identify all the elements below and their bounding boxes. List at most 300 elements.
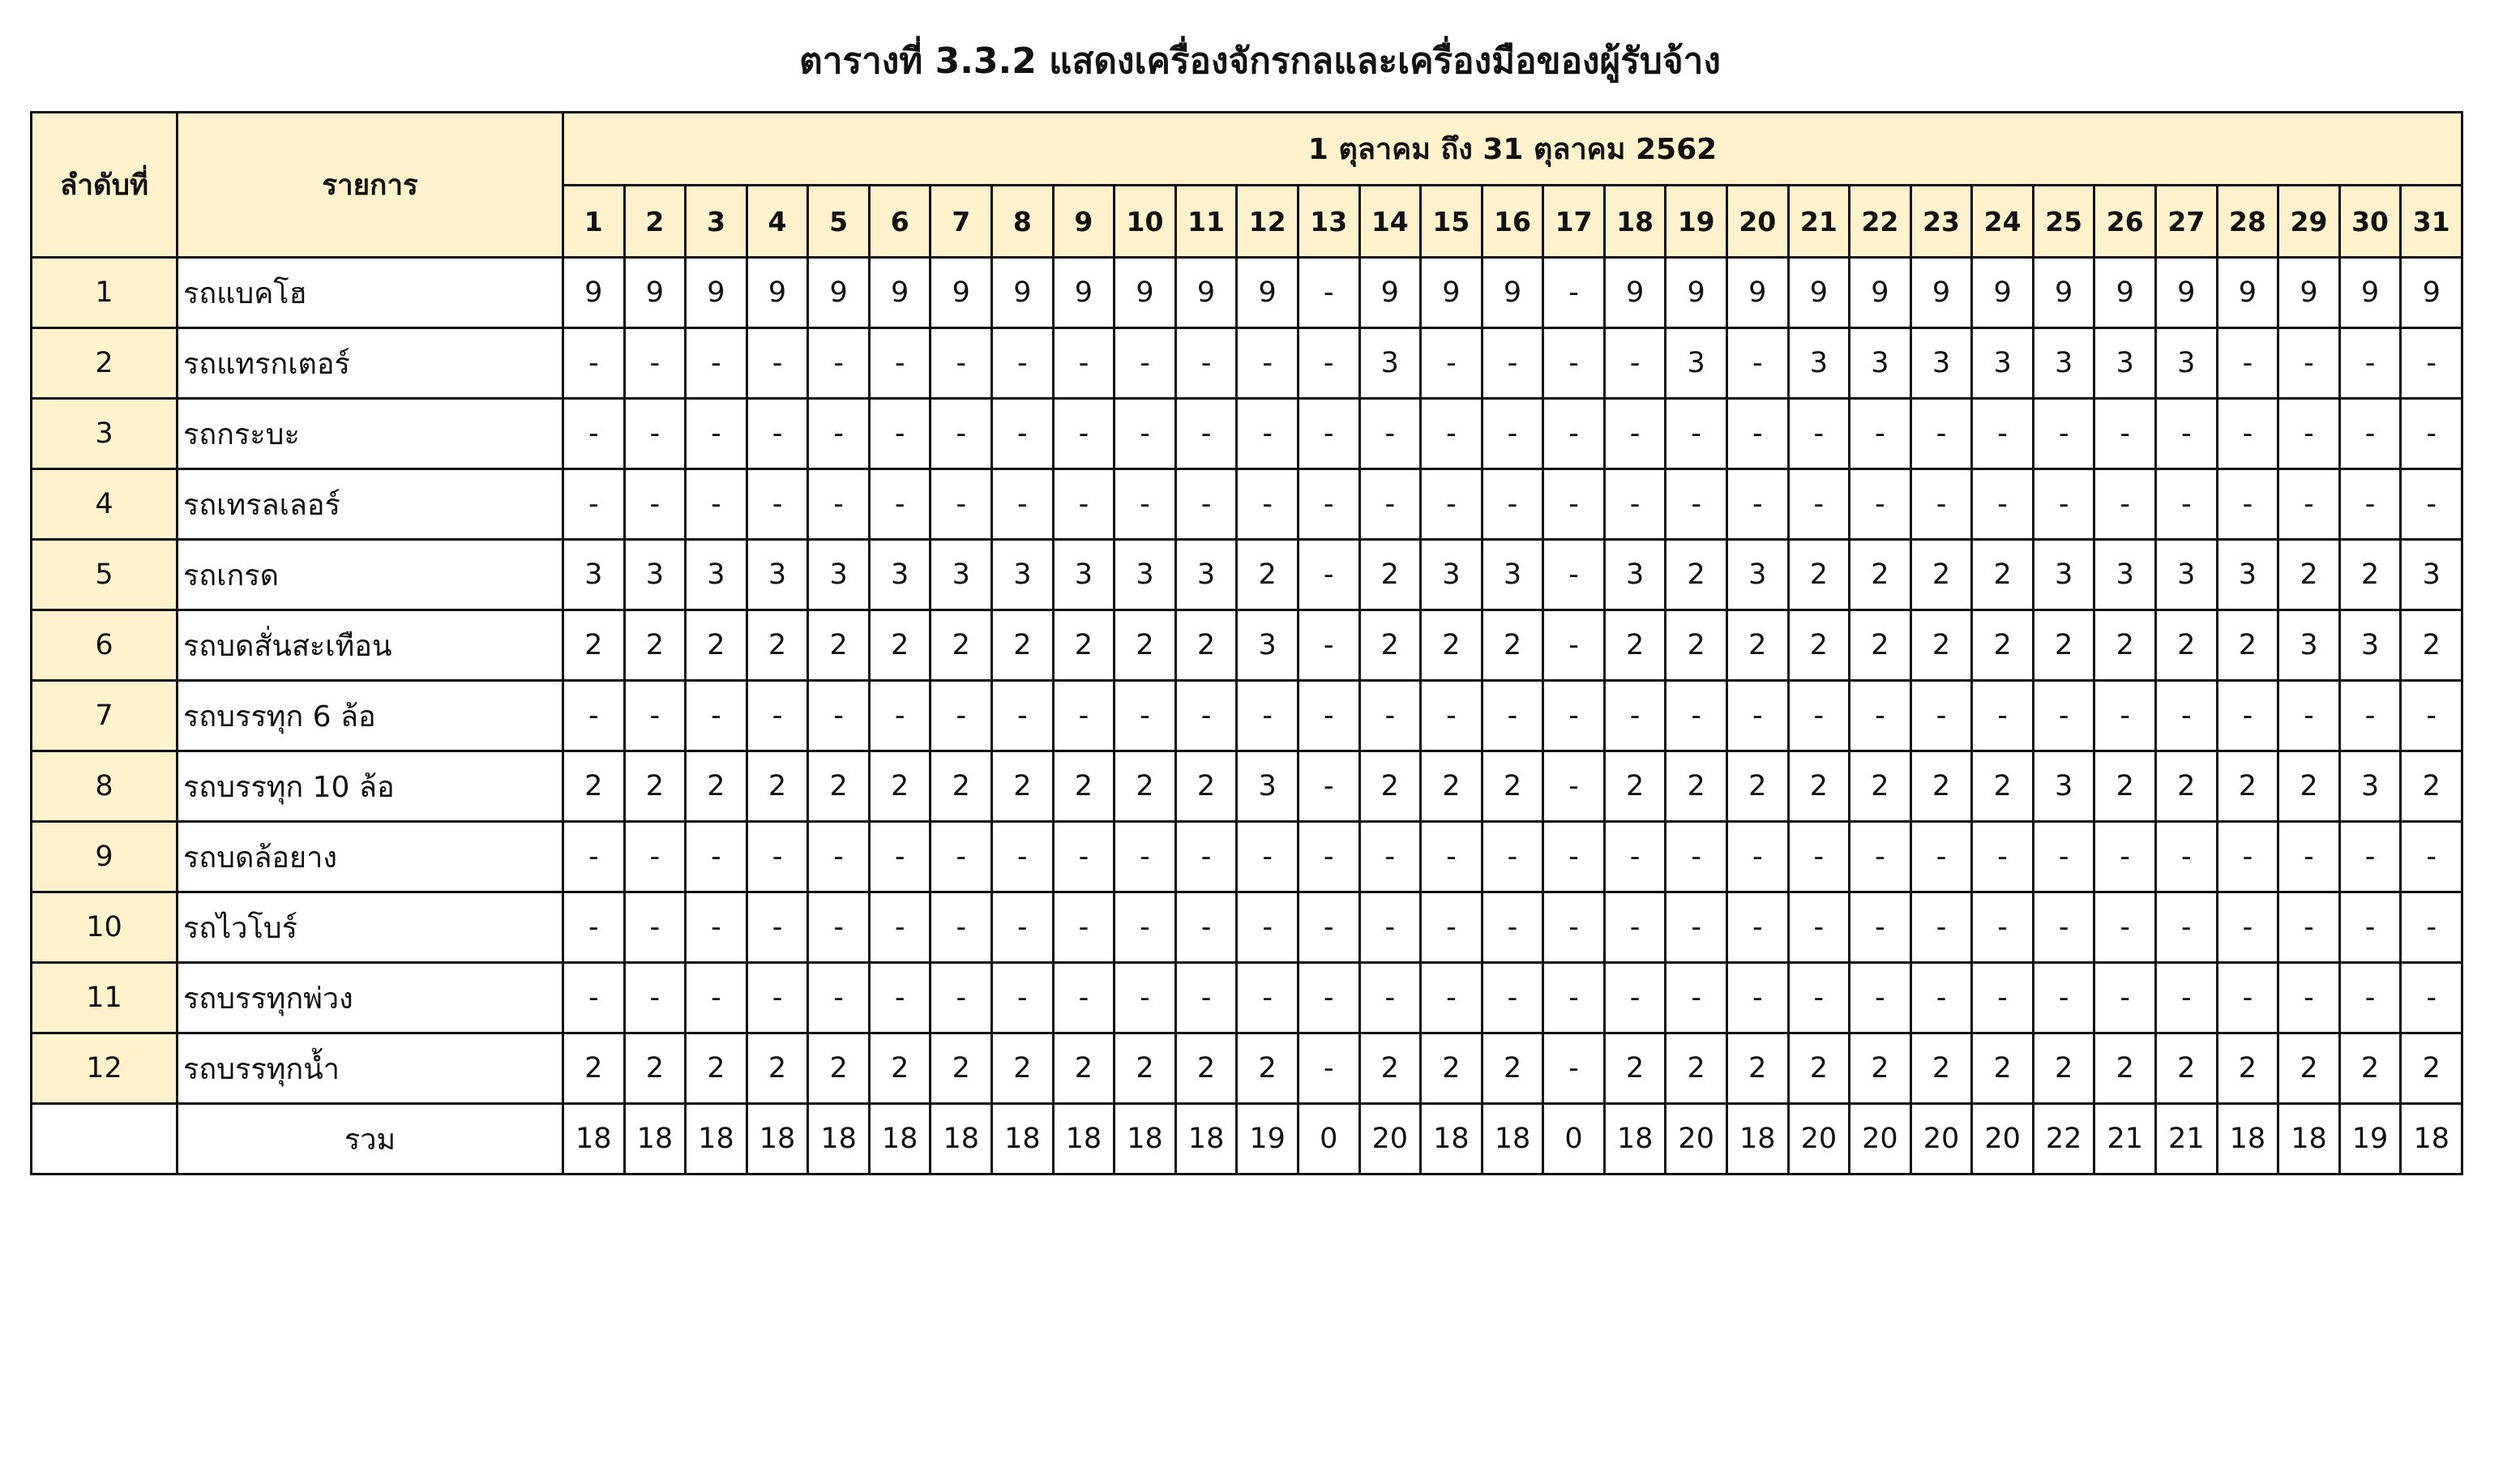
total-value-cell: 0	[1543, 1104, 1605, 1174]
day-value-cell: -	[686, 328, 747, 399]
day-value-cell: 2	[1666, 1033, 1727, 1104]
header-day: 14	[1359, 186, 1421, 258]
total-row	[32, 1104, 2462, 1174]
day-value-cell: -	[1726, 399, 1788, 469]
day-value-cell: -	[1298, 751, 1359, 822]
day-value-cell: 2	[1421, 1033, 1482, 1104]
day-value-cell: 2	[1115, 751, 1176, 822]
day-value-cell: 2	[1604, 1033, 1666, 1104]
day-value-cell: -	[1726, 469, 1788, 540]
day-value-cell: -	[2156, 892, 2218, 963]
day-value-cell: 2	[1053, 1033, 1115, 1104]
day-value-cell: -	[624, 963, 686, 1033]
day-value-cell: 2	[2094, 610, 2156, 681]
day-value-cell: -	[1298, 1033, 1359, 1104]
day-value-cell: 2	[1788, 751, 1850, 822]
day-value-cell: 3	[563, 540, 625, 610]
day-value-cell: -	[1115, 681, 1176, 751]
day-value-cell: 3	[2033, 540, 2094, 610]
day-value-cell: 9	[2094, 258, 2156, 328]
day-value-cell: -	[2339, 328, 2401, 399]
day-value-cell: -	[1543, 610, 1605, 681]
day-value-cell: -	[747, 469, 808, 540]
day-value-cell: 2	[1910, 1033, 1972, 1104]
day-value-cell: -	[1359, 892, 1421, 963]
day-value-cell: 3	[1482, 540, 1543, 610]
total-value-cell: 18	[624, 1104, 686, 1174]
machinery-table	[30, 111, 2463, 1175]
day-value-cell: -	[992, 963, 1054, 1033]
day-value-cell: -	[2278, 963, 2340, 1033]
header-day: 30	[2339, 186, 2401, 258]
row-index: 9	[32, 822, 178, 892]
day-value-cell: 2	[931, 1033, 992, 1104]
day-value-cell: -	[1359, 822, 1421, 892]
row-index: 6	[32, 610, 178, 681]
day-value-cell: -	[1604, 822, 1666, 892]
day-value-cell: 2	[1972, 751, 2034, 822]
day-value-cell: 3	[686, 540, 747, 610]
day-value-cell: -	[808, 328, 870, 399]
day-value-cell: -	[624, 892, 686, 963]
day-value-cell: 2	[931, 610, 992, 681]
total-value-cell: 18	[747, 1104, 808, 1174]
header-day: 9	[1053, 186, 1115, 258]
day-value-cell: 9	[1175, 258, 1237, 328]
day-value-cell: -	[2278, 892, 2340, 963]
header-day: 1	[563, 186, 625, 258]
day-value-cell: 2	[1910, 540, 1972, 610]
day-value-cell: 2	[1359, 751, 1421, 822]
day-value-cell: 2	[2401, 1033, 2462, 1104]
day-value-cell: -	[2094, 399, 2156, 469]
day-value-cell: 2	[2278, 540, 2340, 610]
row-item-name: รถแบคโฮ	[178, 258, 563, 328]
day-value-cell: 3	[2339, 610, 2401, 681]
day-value-cell: 2	[747, 1033, 808, 1104]
day-value-cell: -	[747, 328, 808, 399]
row-index: 4	[32, 469, 178, 540]
day-value-cell: -	[2278, 822, 2340, 892]
day-value-cell: -	[1543, 328, 1605, 399]
day-value-cell: -	[1482, 399, 1543, 469]
day-value-cell: -	[747, 822, 808, 892]
header-day: 2	[624, 186, 686, 258]
day-value-cell: -	[563, 469, 625, 540]
total-value-cell: 18	[1726, 1104, 1788, 1174]
row-index: 7	[32, 681, 178, 751]
day-value-cell: -	[2217, 328, 2278, 399]
day-value-cell: -	[1726, 892, 1788, 963]
day-value-cell: 2	[2278, 1033, 2340, 1104]
day-value-cell: 2	[2339, 1033, 2401, 1104]
day-value-cell: 2	[1482, 610, 1543, 681]
header-day: 18	[1604, 186, 1666, 258]
day-value-cell: 2	[686, 610, 747, 681]
day-value-cell: 2	[1666, 540, 1727, 610]
table-row	[32, 892, 2462, 963]
day-value-cell: -	[2033, 469, 2094, 540]
total-value-cell: 18	[992, 1104, 1054, 1174]
day-value-cell: 2	[2033, 610, 2094, 681]
day-value-cell: -	[1421, 399, 1482, 469]
header-day: 3	[686, 186, 747, 258]
day-value-cell: 9	[1726, 258, 1788, 328]
row-index: 3	[32, 399, 178, 469]
total-value-cell: 20	[1910, 1104, 1972, 1174]
day-value-cell: -	[2401, 822, 2462, 892]
total-value-cell: 18	[869, 1104, 931, 1174]
day-value-cell: -	[1788, 399, 1850, 469]
row-item-name: รถเกรด	[178, 540, 563, 610]
row-item-name: รถเทรลเลอร์	[178, 469, 563, 540]
day-value-cell: 9	[1482, 258, 1543, 328]
day-value-cell: 2	[1850, 610, 1911, 681]
day-value-cell: 2	[1482, 1033, 1543, 1104]
total-value-cell: 18	[1482, 1104, 1543, 1174]
day-value-cell: -	[1543, 892, 1605, 963]
day-value-cell: -	[2339, 822, 2401, 892]
day-value-cell: 9	[931, 258, 992, 328]
day-value-cell: -	[1175, 892, 1237, 963]
total-value-cell: 18	[563, 1104, 625, 1174]
day-value-cell: -	[686, 681, 747, 751]
day-value-cell: -	[2401, 399, 2462, 469]
day-value-cell: -	[1175, 399, 1237, 469]
header-day: 5	[808, 186, 870, 258]
day-value-cell: 2	[1359, 540, 1421, 610]
day-value-cell: -	[563, 328, 625, 399]
day-value-cell: -	[1666, 822, 1727, 892]
table-row	[32, 610, 2462, 681]
total-value-cell: 22	[2033, 1104, 2094, 1174]
day-value-cell: -	[1972, 963, 2034, 1033]
day-value-cell: -	[2278, 681, 2340, 751]
day-value-cell: -	[2339, 892, 2401, 963]
day-value-cell: 9	[1604, 258, 1666, 328]
day-value-cell: -	[2339, 963, 2401, 1033]
day-value-cell: -	[2094, 892, 2156, 963]
day-value-cell: 9	[1421, 258, 1482, 328]
day-value-cell: 2	[1726, 610, 1788, 681]
table-row	[32, 328, 2462, 399]
day-value-cell: 3	[1910, 328, 1972, 399]
day-value-cell: -	[2339, 681, 2401, 751]
day-value-cell: 9	[1972, 258, 2034, 328]
day-value-cell: -	[2033, 681, 2094, 751]
day-value-cell: 2	[624, 751, 686, 822]
day-value-cell: 2	[1726, 751, 1788, 822]
day-value-cell: -	[1421, 892, 1482, 963]
day-value-cell: -	[1788, 469, 1850, 540]
day-value-cell: 2	[1175, 610, 1237, 681]
header-day: 31	[2401, 186, 2462, 258]
day-value-cell: -	[1788, 963, 1850, 1033]
day-value-cell: 2	[1972, 540, 2034, 610]
day-value-cell: 2	[1788, 540, 1850, 610]
day-value-cell: -	[1666, 681, 1727, 751]
day-value-cell: -	[747, 963, 808, 1033]
day-value-cell: 2	[1421, 610, 1482, 681]
day-value-cell: 2	[624, 1033, 686, 1104]
day-value-cell: -	[2401, 892, 2462, 963]
day-value-cell: 2	[1788, 1033, 1850, 1104]
day-value-cell: -	[2033, 399, 2094, 469]
table-row	[32, 751, 2462, 822]
row-item-name: รถบรรทุกน้ำ	[178, 1033, 563, 1104]
day-value-cell: 2	[2156, 610, 2218, 681]
day-value-cell: -	[2401, 328, 2462, 399]
header-day: 11	[1175, 186, 1237, 258]
day-value-cell: -	[624, 822, 686, 892]
day-value-cell: 3	[869, 540, 931, 610]
day-value-cell: -	[992, 399, 1054, 469]
day-value-cell: 2	[808, 1033, 870, 1104]
header-date-range: 1 ตุลาคม ถึง 31 ตุลาคม 2562	[563, 113, 2462, 186]
day-value-cell: 9	[1053, 258, 1115, 328]
day-value-cell: 9	[1850, 258, 1911, 328]
day-value-cell: -	[2217, 963, 2278, 1033]
header-day: 20	[1726, 186, 1788, 258]
day-value-cell: -	[992, 892, 1054, 963]
day-value-cell: 2	[747, 751, 808, 822]
day-value-cell: 3	[1726, 540, 1788, 610]
header-day: 26	[2094, 186, 2156, 258]
day-value-cell: 3	[992, 540, 1054, 610]
header-day: 19	[1666, 186, 1727, 258]
day-value-cell: -	[931, 681, 992, 751]
header-day: 23	[1910, 186, 1972, 258]
table-row	[32, 1033, 2462, 1104]
day-value-cell: -	[2094, 963, 2156, 1033]
row-item-name: รถไวโบร์	[178, 892, 563, 963]
row-item-name: รถบรรทุกพ่วง	[178, 963, 563, 1033]
day-value-cell: -	[1482, 892, 1543, 963]
day-value-cell: -	[1482, 822, 1543, 892]
day-value-cell: 2	[992, 751, 1054, 822]
total-value-cell: 20	[1666, 1104, 1727, 1174]
day-value-cell: -	[1543, 681, 1605, 751]
table-row	[32, 399, 2462, 469]
day-value-cell: -	[1237, 963, 1299, 1033]
day-value-cell: -	[1604, 399, 1666, 469]
day-value-cell: 3	[2094, 540, 2156, 610]
day-value-cell: 3	[747, 540, 808, 610]
day-value-cell: -	[1298, 258, 1359, 328]
day-value-cell: -	[1115, 399, 1176, 469]
total-value-cell: 20	[1972, 1104, 2034, 1174]
header-day: 24	[1972, 186, 2034, 258]
day-value-cell: -	[1421, 681, 1482, 751]
day-value-cell: -	[1053, 963, 1115, 1033]
day-value-cell: 2	[2339, 540, 2401, 610]
day-value-cell: -	[2217, 892, 2278, 963]
day-value-cell: -	[1543, 469, 1605, 540]
row-item-name: รถบดสั่นสะเทือน	[178, 610, 563, 681]
day-value-cell: -	[686, 963, 747, 1033]
day-value-cell: 2	[931, 751, 992, 822]
day-value-cell: -	[563, 822, 625, 892]
header-day: 22	[1850, 186, 1911, 258]
day-value-cell: 2	[808, 751, 870, 822]
day-value-cell: 3	[1237, 751, 1299, 822]
day-value-cell: -	[1972, 822, 2034, 892]
day-value-cell: -	[931, 399, 992, 469]
day-value-cell: 3	[2339, 751, 2401, 822]
day-value-cell: -	[931, 822, 992, 892]
day-value-cell: 3	[1788, 328, 1850, 399]
header-day: 10	[1115, 186, 1176, 258]
total-value-cell: 18	[1053, 1104, 1115, 1174]
day-value-cell: 2	[686, 1033, 747, 1104]
row-index: 2	[32, 328, 178, 399]
day-value-cell: -	[808, 892, 870, 963]
day-value-cell: 9	[1359, 258, 1421, 328]
total-value-cell: 18	[931, 1104, 992, 1174]
day-value-cell: 2	[2094, 1033, 2156, 1104]
header-day: 28	[2217, 186, 2278, 258]
day-value-cell: 3	[1053, 540, 1115, 610]
day-value-cell: -	[1053, 399, 1115, 469]
header-index: ลำดับที่	[32, 113, 178, 258]
day-value-cell: -	[1543, 751, 1605, 822]
day-value-cell: -	[624, 328, 686, 399]
day-value-cell: 9	[1788, 258, 1850, 328]
day-value-cell: -	[1910, 822, 1972, 892]
day-value-cell: 9	[2033, 258, 2094, 328]
day-value-cell: 9	[808, 258, 870, 328]
day-value-cell: -	[2156, 681, 2218, 751]
day-value-cell: -	[1482, 328, 1543, 399]
day-value-cell: -	[2156, 399, 2218, 469]
day-value-cell: 2	[1053, 610, 1115, 681]
day-value-cell: 2	[1053, 751, 1115, 822]
day-value-cell: -	[931, 892, 992, 963]
day-value-cell: 3	[808, 540, 870, 610]
day-value-cell: -	[1910, 399, 1972, 469]
day-value-cell: -	[931, 328, 992, 399]
day-value-cell: 3	[1972, 328, 2034, 399]
total-value-cell: 18	[1421, 1104, 1482, 1174]
day-value-cell: 3	[2401, 540, 2462, 610]
day-value-cell: -	[869, 469, 931, 540]
day-value-cell: 3	[1850, 328, 1911, 399]
day-value-cell: -	[624, 469, 686, 540]
day-value-cell: -	[931, 469, 992, 540]
day-value-cell: 2	[2156, 751, 2218, 822]
day-value-cell: 3	[1359, 328, 1421, 399]
day-value-cell: 2	[1115, 1033, 1176, 1104]
day-value-cell: -	[1053, 469, 1115, 540]
day-value-cell: 3	[2033, 328, 2094, 399]
day-value-cell: -	[1298, 328, 1359, 399]
day-value-cell: -	[1053, 892, 1115, 963]
day-value-cell: -	[1175, 822, 1237, 892]
day-value-cell: -	[1298, 469, 1359, 540]
day-value-cell: 3	[1237, 610, 1299, 681]
row-item-name: รถบรรทุก 10 ล้อ	[178, 751, 563, 822]
day-value-cell: 2	[1910, 751, 1972, 822]
day-value-cell: -	[1421, 822, 1482, 892]
day-value-cell: -	[808, 469, 870, 540]
day-value-cell: -	[1910, 963, 1972, 1033]
day-value-cell: 2	[563, 751, 625, 822]
day-value-cell: -	[1972, 399, 2034, 469]
total-value-cell: 18	[1604, 1104, 1666, 1174]
table-row	[32, 258, 2462, 328]
day-value-cell: -	[1115, 963, 1176, 1033]
day-value-cell: 2	[869, 610, 931, 681]
total-value-cell: 18	[808, 1104, 870, 1174]
row-index: 8	[32, 751, 178, 822]
day-value-cell: -	[1910, 892, 1972, 963]
day-value-cell: -	[563, 963, 625, 1033]
day-value-cell: 2	[2217, 751, 2278, 822]
day-value-cell: -	[624, 399, 686, 469]
day-value-cell: -	[808, 681, 870, 751]
day-value-cell: -	[1053, 681, 1115, 751]
header-day: 16	[1482, 186, 1543, 258]
day-value-cell: -	[624, 681, 686, 751]
day-value-cell: -	[1850, 822, 1911, 892]
day-value-cell: 2	[2278, 751, 2340, 822]
day-value-cell: 2	[1604, 610, 1666, 681]
day-value-cell: -	[2217, 399, 2278, 469]
total-label: รวม	[178, 1104, 563, 1174]
row-index: 10	[32, 892, 178, 963]
day-value-cell: -	[563, 399, 625, 469]
header-day: 6	[869, 186, 931, 258]
day-value-cell: -	[869, 892, 931, 963]
day-value-cell: -	[1543, 1033, 1605, 1104]
day-value-cell: -	[2094, 681, 2156, 751]
day-value-cell: -	[2033, 822, 2094, 892]
header-item: รายการ	[178, 113, 563, 258]
day-value-cell: -	[1359, 963, 1421, 1033]
day-value-cell: 9	[747, 258, 808, 328]
day-value-cell: -	[1910, 469, 1972, 540]
day-value-cell: 9	[624, 258, 686, 328]
day-value-cell: 3	[1175, 540, 1237, 610]
page-title: ตารางที่ 3.3.2 แสดงเครื่องจักรกลและเครื่องมือของผู้รับจ้าง	[799, 41, 1721, 82]
day-value-cell: -	[2217, 681, 2278, 751]
day-value-cell: 2	[1850, 751, 1911, 822]
day-value-cell: 2	[563, 610, 625, 681]
header-day: 15	[1421, 186, 1482, 258]
day-value-cell: -	[1850, 963, 1911, 1033]
day-value-cell: -	[1175, 469, 1237, 540]
row-item-name: รถบดล้อยาง	[178, 822, 563, 892]
day-value-cell: 2	[2094, 751, 2156, 822]
day-value-cell: -	[1666, 469, 1727, 540]
day-value-cell: -	[808, 822, 870, 892]
day-value-cell: 3	[1115, 540, 1176, 610]
day-value-cell: 2	[563, 1033, 625, 1104]
day-value-cell: 2	[1788, 610, 1850, 681]
day-value-cell: -	[1298, 963, 1359, 1033]
day-value-cell: -	[1175, 328, 1237, 399]
day-value-cell: -	[1972, 681, 2034, 751]
day-value-cell: -	[1359, 681, 1421, 751]
day-value-cell: -	[1237, 469, 1299, 540]
day-value-cell: -	[1543, 258, 1605, 328]
day-value-cell: -	[1604, 681, 1666, 751]
total-value-cell: 0	[1298, 1104, 1359, 1174]
day-value-cell: -	[1543, 399, 1605, 469]
header-day: 27	[2156, 186, 2218, 258]
day-value-cell: 9	[1666, 258, 1727, 328]
day-value-cell: 2	[1850, 1033, 1911, 1104]
